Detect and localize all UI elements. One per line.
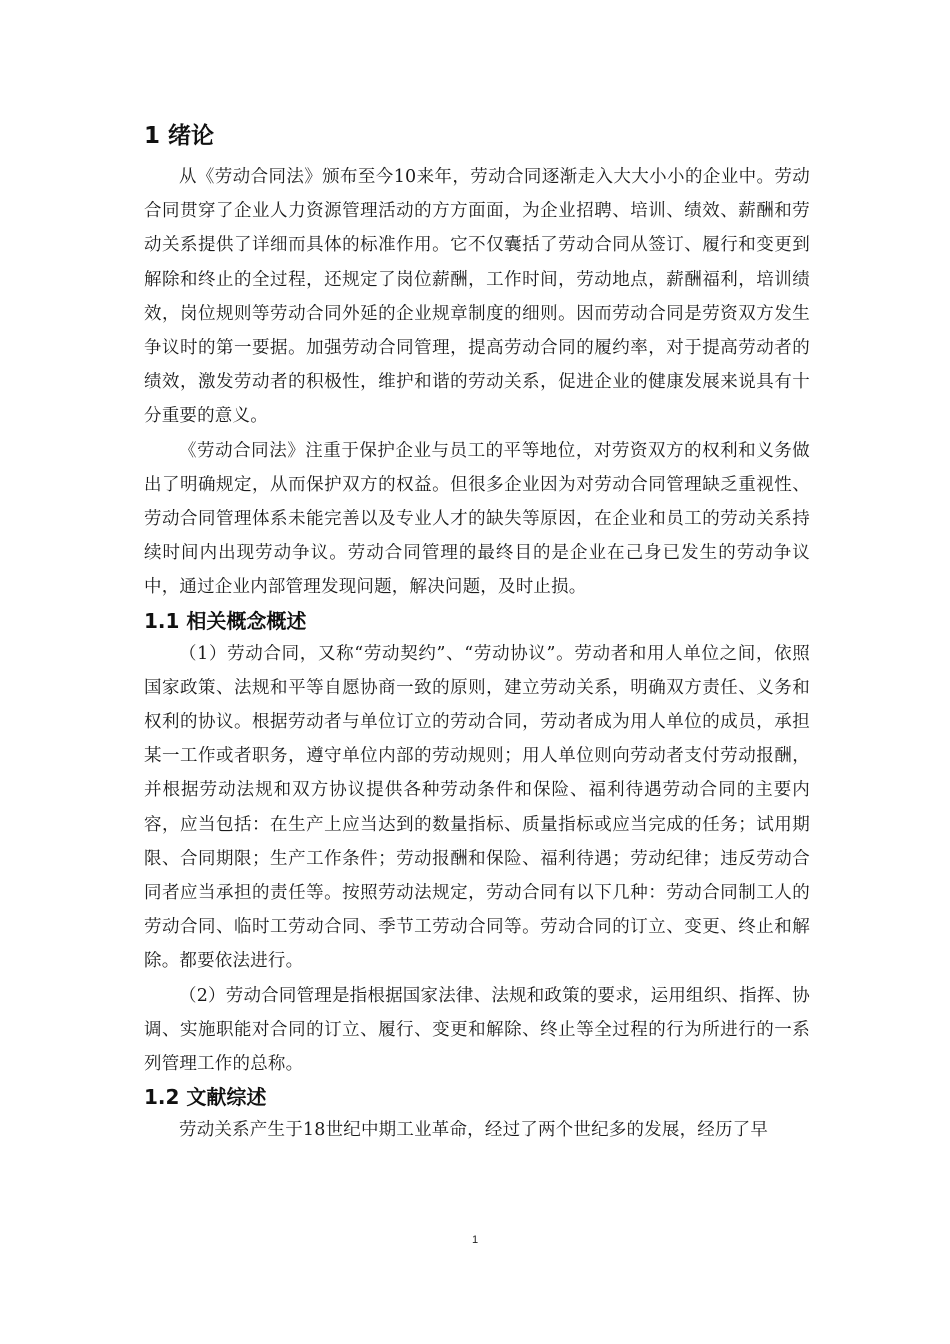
page-number: 1	[471, 1234, 479, 1246]
intro-paragraph: 《劳动合同法》注重于保护企业与员工的平等地位，对劳资双方的权利和义务做出了明确规定，从而保护双方的权益。但很多企业因为对劳动合同管理缺乏重视性、劳动合同管理体系未能完善以及专业人才的缺失等原因，在企业和员工的劳动关系持续时间内出现劳动争议。劳动合同管理的最终目的是企业在己身已发生的劳动争议中，通过企业内部管理发现问题，解决问题，及时止损。	[144, 440, 810, 598]
page-content	[144, 118, 810, 1147]
concept-paragraph-labor-contract: （1）劳动合同，又称“劳动契约”、“劳动协议”。劳动者和用人单位之间，依照国家政策、法规和平等自愿协商一致的原则，建立劳动关系，明确双方责任、义务和权利的协议。根据劳动者与单位订立的劳动合同，劳动者成为用人单位的成员，承担某一工作或者职务，遵守单位内部的劳动规则；用人单位则向劳动者支付劳动报酬，并根据劳动法规和双方协议提供各种劳动条件和保险、福利待遇劳动合同的主要内容，应当包括：在生产上应当达到的数量指标、质量指标或应当完成的任务；试用期限、合同期限；生产工作条件；劳动报酬和保险、福利待遇；劳动纪律；违反劳动合同者应当承担的责任等。按照劳动法规定，劳动合同有以下几种：劳动合同制工人的劳动合同、临时工劳动合同、季节工劳动合同等。劳动合同的订立、变更、终止和解除。都要依法进行。	[144, 643, 810, 972]
section-title: 1 绪论	[144, 123, 215, 149]
subsection-title-literature-review: 1.2 文献综述	[144, 1085, 267, 1110]
intro-paragraph: 从《劳动合同法》颁布至今10来年，劳动合同逐渐走入大大小小的企业中。劳动合同贯穿了企业人力资源管理活动的方方面面，为企业招聘、培训、绩效、薪酬和劳动关系提供了详细而具体的标准作用。它不仅囊括了劳动合同从签订、履行和变更到解除和终止的全过程，还规定了岗位薪酬，工作时间，劳动地点，薪酬福利，培训绩效，岗位规则等劳动合同外延的企业规章制度的细则。因而劳动合同是劳资双方发生争议时的第一要据。加强劳动合同管理，提高劳动合同的履约率，对于提高劳动者的绩效，激发劳动者的积极性，维护和谐的劳动关系，促进企业的健康发展来说具有十分重要的意义。	[144, 167, 810, 427]
concept-paragraph-contract-management: （2）劳动合同管理是指根据国家法律、法规和政策的要求，运用组织、指挥、协调、实施职能对合同的订立、履行、变更和解除、终止等全过程的行为所进行的一系列管理工作的总称。	[144, 985, 810, 1075]
subsection-title-concepts: 1.1 相关概念概述	[144, 608, 307, 633]
literature-paragraph: 劳动关系产生于18世纪中期工业革命，经过了两个世纪多的发展，经历了早	[179, 1120, 769, 1141]
